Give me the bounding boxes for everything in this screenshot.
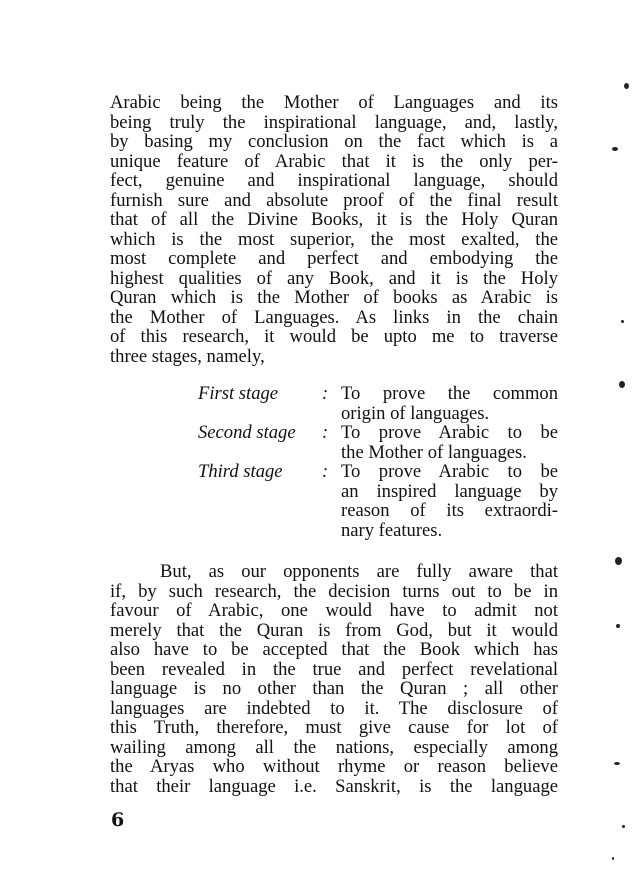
scan-speck [624, 83, 629, 89]
stage-description [341, 384, 558, 423]
paragraph-argument [110, 562, 558, 796]
text-line: Arabic being the Mother of Languages and its [110, 92, 558, 113]
stage-desc-line: an inspired language by [341, 480, 558, 502]
text-line: fect, genuine and inspirational language, should [110, 170, 558, 191]
text-line: language is no other than the Quran ; all other [110, 678, 558, 699]
stage-name: Second stage [198, 422, 296, 443]
stage-desc-line: To prove Arabic to be [341, 461, 558, 482]
scan-speck [616, 624, 620, 628]
stage-desc-line: To prove Arabic to be [341, 422, 558, 443]
stage-description [341, 423, 558, 462]
stages-list [198, 384, 560, 540]
text-line: by basing my conclusion on the fact which is a [110, 131, 558, 152]
text-line: Quran which is the Mother of books as Arabic is [110, 287, 558, 308]
stage-desc-line: the Mother of languages. [341, 441, 527, 463]
scan-speck [621, 320, 624, 323]
stage-desc-line: origin of languages. [341, 402, 490, 424]
stage-colon: : [322, 422, 329, 443]
text-line: the Mother of Languages. As links in the chain [110, 306, 558, 328]
stage-name: Third stage [198, 461, 283, 482]
text-line: unique feature of Arabic that it is the only per- [110, 150, 558, 172]
text-line: furnish sure and absolute proof of the final result [110, 189, 558, 211]
stage-colon: : [322, 383, 329, 404]
text-line: if, by such research, the decision turns out to be in [110, 580, 558, 602]
text-line: merely that the Quran is from God, but it would [110, 619, 558, 641]
scan-speck [612, 147, 618, 151]
text-line: of this research, it would be upto me to traverse [110, 326, 558, 347]
stage-colon: : [322, 461, 329, 482]
scan-speck [614, 762, 620, 765]
stage-description [341, 462, 558, 540]
text-line: wailing among all the nations, especially among [110, 736, 558, 758]
text-line: been revealed in the true and perfect revelational [110, 658, 558, 680]
stage-first [198, 384, 560, 423]
text-line: favour of Arabic, one would have to admit not [110, 600, 558, 621]
text-line: highest qualities of any Book, and it is the Holy [110, 267, 558, 289]
text-line: languages are indebted to it. The disclosure of [110, 697, 558, 719]
text-line: that their language i.e. Sanskrit, is the language [110, 775, 558, 797]
scan-speck [615, 557, 622, 565]
scan-speck [622, 825, 625, 828]
text-line: But, as our opponents are fully aware that [160, 561, 558, 582]
paragraph-intro [110, 93, 558, 366]
text-line: being truly the inspirational language, and, lastly, [110, 111, 558, 133]
stage-third [198, 462, 560, 540]
text-line: the Aryas who without rhyme or reason believe [110, 756, 558, 777]
scan-speck [619, 381, 625, 388]
text-line: most complete and perfect and embodying the [110, 248, 558, 269]
text-line: also have to be accepted that the Book which has [110, 639, 558, 660]
text-line: three stages, namely, [110, 345, 265, 367]
stage-desc-line: reason of its extraordi- [341, 500, 558, 521]
stage-second [198, 423, 560, 462]
stage-desc-line: nary features. [341, 519, 443, 541]
stage-desc-line: To prove the common [341, 383, 558, 404]
scan-speck [612, 857, 614, 860]
page-number: 6 [111, 809, 125, 831]
text-line: which is the most superior, the most exalted, the [110, 228, 558, 250]
text-line: that of all the Divine Books, it is the Holy Quran [110, 209, 558, 230]
text-line: this Truth, therefore, must give cause for lot of [110, 717, 558, 738]
stage-name: First stage [198, 383, 279, 404]
